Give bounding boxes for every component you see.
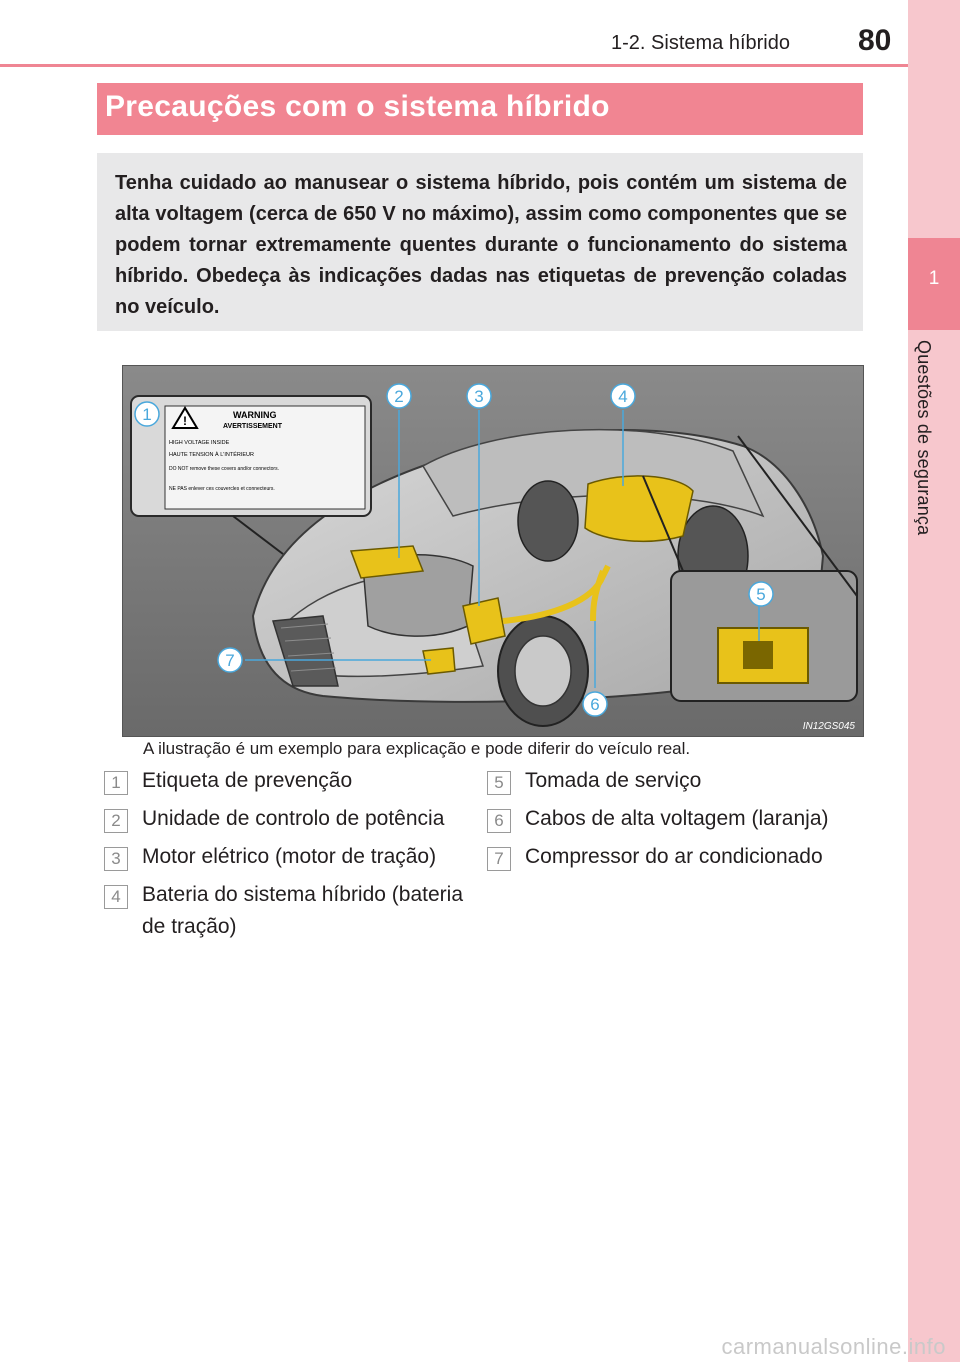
svg-text:HAUTE TENSION À L'INTÉRIEUR: HAUTE TENSION À L'INTÉRIEUR [169,452,254,458]
legend-number: 4 [104,885,128,909]
callout-1: 1 [142,405,152,424]
callout-7: 7 [225,651,235,670]
legend-number: 6 [487,809,511,833]
watermark: carmanualsonline.info [721,1334,946,1359]
intro-text: Tenha cuidado ao manusear o sistema híbrido, pois contém um sistema de alta voltagem (cerca de 650 V no máximo), assim como componentes que se podem tornar extremamente quentes durante o funcionamento do sistema híbrido. Obedeça às indicações dadas nas etiquetas de prevenção coladas no veículo. [115,172,847,318]
car-drawing [123,366,863,736]
legend-text: Motor elétrico (motor de tração) [142,845,437,868]
svg-text:HIGH VOLTAGE INSIDE: HIGH VOLTAGE INSIDE [169,440,230,446]
side-tab-strip [908,0,960,1362]
legend-number: 7 [487,847,511,871]
figure-code: IN12GS045 [802,721,855,732]
title-band [97,83,863,135]
callout-2: 2 [394,387,404,406]
svg-text:AVERTISSEMENT: AVERTISSEMENT [223,423,282,430]
callout-6: 6 [590,695,600,714]
svg-text:DO NOT remove these covers and: DO NOT remove these covers and/or connectors. [169,466,279,472]
legend-number: 2 [104,809,128,833]
legend-text: Cabos de alta voltagem (laranja) [525,807,829,830]
svg-text:!: ! [183,414,187,428]
callout-4: 4 [618,387,628,406]
hybrid-system-illustration [122,365,864,737]
legend-number: 1 [104,771,128,795]
chapter-title: Questões de segurança [914,340,934,536]
legend-text: Etiqueta de prevenção [142,769,353,792]
header-rule [0,64,908,67]
callout-3: 3 [474,387,484,406]
svg-text:WARNING: WARNING [233,410,277,420]
legend-text: Bateria do sistema híbrido (bateria de tração) [142,883,463,938]
page-title: Precauções com o sistema híbrido [105,90,610,123]
figure-caption: A ilustração é um exemplo para explicação e pode diferir do veículo real. [143,739,691,758]
legend-text: Compressor do ar condicionado [525,845,823,868]
svg-text:NE PAS enlever ces couvercles: NE PAS enlever ces couvercles et connecteurs. [169,486,275,492]
legend-text: Unidade de controlo de potência [142,807,445,830]
chapter-number: 1 [928,268,940,289]
callout-5: 5 [756,585,766,604]
intro-box [97,153,863,331]
page-number: 80 [858,24,892,57]
section-heading: 1-2. Sistema híbrido [611,32,790,54]
legend-number: 5 [487,771,511,795]
legend-number: 3 [104,847,128,871]
legend-text: Tomada de serviço [525,769,702,792]
